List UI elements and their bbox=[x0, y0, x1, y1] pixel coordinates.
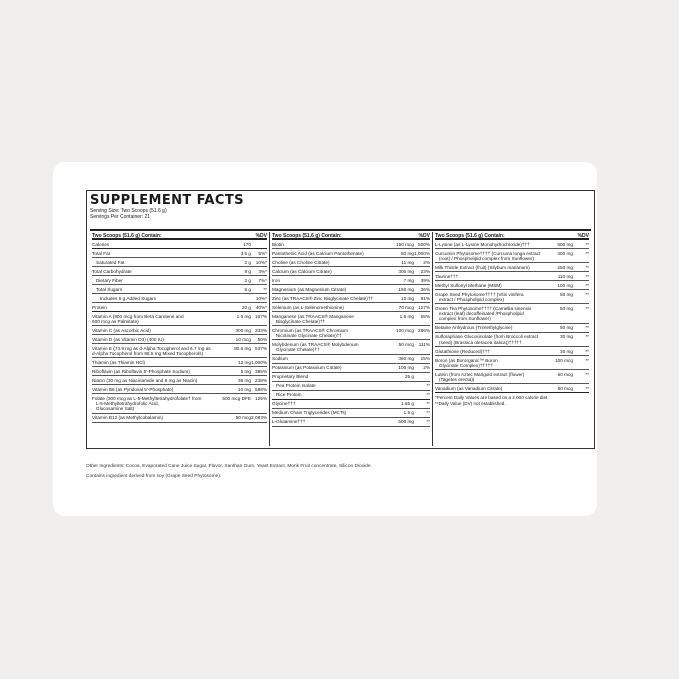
nutrient-dv: 15% bbox=[420, 356, 430, 362]
nutrient-name: Biotin bbox=[272, 241, 284, 247]
nutrient-dv: 333% bbox=[255, 327, 267, 333]
nutrient-row bbox=[272, 249, 430, 258]
nutrient-amount: 400 mg bbox=[557, 250, 573, 256]
nutrient-row bbox=[272, 294, 430, 303]
nutrient-name: Sodium bbox=[272, 356, 288, 362]
nutrient-row bbox=[272, 382, 430, 391]
nutrient-name: Pantothenic Acid (as Calcium Pantothenate) bbox=[272, 250, 364, 256]
nutrient-row bbox=[435, 333, 589, 347]
nutrient-dv: 3%* bbox=[258, 268, 267, 274]
nutrient-amount: 100 mcg bbox=[555, 357, 573, 363]
nutrient-name: Proprietary Blend bbox=[272, 374, 309, 380]
nutrient-name: Boron (as Bororganic™ Boron Glycinate Complex)††††† bbox=[435, 357, 498, 368]
nutrient-row bbox=[92, 312, 267, 326]
nutrient-row bbox=[435, 347, 589, 356]
nutrient-name: Vitamin D (as Vitamin D3) (400 IU) bbox=[92, 336, 164, 342]
nutrient-rows bbox=[272, 240, 430, 427]
nutrient-name: Glycine††† bbox=[272, 401, 296, 407]
nutrient-row bbox=[435, 356, 589, 370]
nutrient-dv: 500% bbox=[418, 241, 430, 247]
column-dv-label: %DV bbox=[577, 233, 589, 239]
nutrient-amount: 300 mg bbox=[398, 268, 414, 274]
nutrient-name: Niacin (30 mg as Niacinamide and 8 mg as Niacin) bbox=[92, 377, 198, 383]
nutrient-row bbox=[272, 312, 430, 326]
nutrient-row bbox=[272, 267, 430, 276]
nutrient-name: Vanadium (as Vanadium Citrate) bbox=[435, 385, 503, 391]
column-header bbox=[435, 232, 589, 240]
nutrient-row bbox=[92, 258, 267, 267]
nutrient-name: Taurine††† bbox=[435, 273, 459, 279]
nutrient-amount: 150 mg bbox=[398, 286, 414, 292]
nutrient-dv: 50% bbox=[257, 336, 267, 342]
nutrient-name: Dietary Fiber bbox=[96, 277, 123, 283]
nutrient-dv: 10%* bbox=[255, 295, 267, 301]
nutrient-name: Glutathione (Reduced)††† bbox=[435, 348, 490, 354]
nutrient-amount: 38 mg bbox=[237, 377, 251, 383]
nutrient-dv: ** bbox=[585, 334, 589, 340]
nutrient-dv: 2,083% bbox=[251, 415, 267, 421]
nutrient-dv: 65% bbox=[420, 313, 430, 319]
serving-size: Serving Size: Two Scoops (51.6 g) bbox=[90, 208, 167, 214]
nutrient-row bbox=[435, 272, 589, 281]
nutrient-name: Rice Protein bbox=[276, 392, 302, 398]
column-dv-label: %DV bbox=[418, 233, 430, 239]
nutrient-amount: 50 mg bbox=[559, 291, 573, 297]
column-header-label: Two Scoops (51.6 g) Contain: bbox=[272, 233, 342, 239]
nutrient-row bbox=[92, 267, 267, 276]
nutrient-name: Magnesium (as Magnesium Citrate) bbox=[272, 286, 347, 292]
allergen-note: Contains ingredient derived from soy (Grape Seed Phytosome). bbox=[86, 474, 222, 479]
facts-column-3 bbox=[432, 232, 591, 446]
label-card bbox=[53, 162, 597, 516]
nutrient-name: Vitamin A (900 mcg from Beta Carotene and 600 mcg as Palmitate) bbox=[92, 313, 184, 324]
column-header-label: Two Scoops (51.6 g) Contain: bbox=[435, 233, 505, 239]
nutrient-row bbox=[92, 285, 267, 294]
nutrient-row bbox=[92, 249, 267, 258]
nutrient-name: Calories bbox=[92, 241, 110, 247]
nutrient-row bbox=[435, 240, 589, 249]
other-ingredients: Other Ingredients: Cocoa, Evaporated Cane Juice Sugar, Flavor, Xanthan Gum, Yeast Extract, Monk Fruit concentrate, Silicon Dioxide. bbox=[86, 464, 372, 469]
nutrient-amount: 100 mg bbox=[398, 365, 414, 371]
nutrient-name: Vitamin C (as Ascorbic Acid) bbox=[92, 327, 151, 333]
nutrient-row bbox=[92, 376, 267, 385]
nutrient-dv: 1,000% bbox=[251, 359, 267, 365]
nutrient-dv: 39% bbox=[420, 277, 430, 283]
nutrient-name: Sulforaphane Glucosinolate (from Broccoli extract (seed) (Brassica oleracea italica))††††† bbox=[435, 334, 539, 345]
nutrient-dv: 40%* bbox=[255, 304, 267, 310]
footnotes bbox=[435, 393, 589, 407]
nutrient-amount: 500 mg bbox=[398, 419, 414, 425]
nutrient-row bbox=[92, 367, 267, 376]
column-dv-label: %DV bbox=[255, 233, 267, 239]
nutrient-dv: ** bbox=[426, 419, 430, 425]
nutrient-row bbox=[272, 418, 430, 427]
nutrient-amount: 100 mcg bbox=[396, 327, 414, 333]
nutrient-row bbox=[435, 281, 589, 290]
nutrient-dv: ** bbox=[585, 348, 589, 354]
nutrient-amount: 30 mg bbox=[559, 348, 573, 354]
nutrient-row bbox=[272, 326, 430, 340]
nutrient-dv: 385% bbox=[255, 368, 267, 374]
facts-columns bbox=[90, 232, 591, 446]
nutrient-amount: 50 mg bbox=[559, 305, 573, 311]
nutrient-amount: 25 g bbox=[404, 374, 414, 380]
nutrient-name: Chromium (as TRAACS® Chromium Nicotinate Glycinate Chelate)†† bbox=[272, 327, 349, 338]
nutrient-amount: 50 mcg bbox=[557, 385, 573, 391]
nutrient-row bbox=[435, 370, 589, 384]
nutrient-row bbox=[435, 384, 589, 393]
nutrient-row bbox=[435, 263, 589, 272]
nutrient-row bbox=[272, 409, 430, 418]
nutrient-row bbox=[92, 358, 267, 367]
nutrient-dv: 10%* bbox=[255, 259, 267, 265]
nutrient-name: Folate (300 mcg as L-5-Methyltetrahydrofolate† from L-5-Methyltetrahydrofolic Acid, Glucosamine Salt) bbox=[92, 395, 202, 412]
nutrient-row bbox=[92, 303, 267, 312]
nutrient-amount: 5 mg bbox=[240, 368, 251, 374]
nutrient-amount: 1.5 mg bbox=[236, 313, 251, 319]
nutrient-dv: ** bbox=[585, 357, 589, 363]
nutrient-rows bbox=[435, 240, 589, 393]
nutrient-name: Pea Protein Isolate bbox=[276, 383, 316, 389]
nutrient-amount: 50 mg bbox=[400, 250, 414, 256]
nutrient-dv: 537% bbox=[255, 345, 267, 351]
nutrient-dv: 5%* bbox=[258, 250, 267, 256]
facts-column-1 bbox=[90, 232, 269, 446]
nutrient-name: Methyl Sulfonyl Methane (MSM) bbox=[435, 282, 502, 288]
nutrient-amount: 170 bbox=[243, 241, 251, 247]
nutrient-name: Grape Seed Phytosome†††† (Vitis vinifera extract / Phospholipid complex) bbox=[435, 291, 524, 302]
nutrient-name: Includes 5 g Added Sugars bbox=[100, 295, 157, 301]
nutrient-dv: ** bbox=[585, 291, 589, 297]
nutrient-dv: ** bbox=[585, 371, 589, 377]
nutrient-name: Saturated Fat bbox=[96, 259, 125, 265]
column-header-label: Two Scoops (51.6 g) Contain: bbox=[92, 233, 162, 239]
nutrient-row bbox=[272, 240, 430, 249]
nutrient-row bbox=[272, 364, 430, 373]
nutrient-name: Total Carbohydrate bbox=[92, 268, 132, 274]
nutrient-dv: ** bbox=[585, 385, 589, 391]
nutrient-name: Betaine Anhydrous (Trimethylglycine) bbox=[435, 325, 513, 331]
nutrient-dv: 127% bbox=[418, 304, 430, 310]
nutrient-amount: 1.65 g bbox=[400, 401, 414, 407]
nutrient-row bbox=[435, 290, 589, 304]
nutrient-name: Vitamin E (73.9 mg as d-Alpha Tocopherol and 6.7 mg as d-Alpha Tocopherol from 98.5 mg Mixed Tocopherols) bbox=[92, 345, 211, 356]
nutrient-dv: 167% bbox=[255, 313, 267, 319]
nutrient-dv: 36% bbox=[420, 286, 430, 292]
nutrient-row bbox=[272, 258, 430, 267]
nutrient-name: Potassium (as Potassium Citrate) bbox=[272, 365, 342, 371]
nutrient-row bbox=[272, 373, 430, 382]
nutrient-row bbox=[435, 324, 589, 333]
nutrient-amount: 10 mcg bbox=[235, 336, 251, 342]
nutrient-amount: 30 mg bbox=[559, 334, 573, 340]
nutrient-dv: ** bbox=[585, 305, 589, 311]
nutrient-amount: 300 mg bbox=[235, 327, 251, 333]
nutrient-amount: 5 g bbox=[244, 286, 251, 292]
nutrient-name: Vitamin B6 (as Pyridoxal 5'-Phosphate) bbox=[92, 386, 174, 392]
nutrient-amount: 10 mg bbox=[400, 295, 414, 301]
column-header bbox=[272, 232, 430, 240]
panel-title: SUPPLEMENT FACTS bbox=[90, 192, 244, 209]
nutrient-row bbox=[272, 391, 430, 400]
nutrient-dv: ** bbox=[585, 273, 589, 279]
nutrient-dv: ** bbox=[426, 410, 430, 416]
nutrient-row bbox=[92, 240, 267, 249]
nutrient-amount: 2 g bbox=[244, 259, 251, 265]
nutrient-row bbox=[92, 326, 267, 335]
nutrient-row bbox=[92, 414, 267, 423]
servings-per-container: Servings Per Container: 21 bbox=[90, 214, 151, 220]
nutrient-dv: 2% bbox=[423, 365, 430, 371]
nutrient-name: Vitamin B12 (as Methylcobalamin) bbox=[92, 415, 164, 421]
nutrient-dv: 238% bbox=[255, 377, 267, 383]
nutrient-amount: 50 mg bbox=[559, 325, 573, 331]
nutrient-dv: 2% bbox=[423, 259, 430, 265]
nutrient-name: Riboflavin (as Riboflavin 5'-Phosphate Sodium) bbox=[92, 368, 190, 374]
nutrient-dv: 1,000% bbox=[414, 250, 430, 256]
footnote-dv-not-established: **Daily Value (DV) not established. bbox=[435, 401, 506, 407]
nutrient-amount: 60 mcg bbox=[557, 371, 573, 377]
nutrient-name: Lutein (from Aztec Marigold extract (flower) (Tagetes erecta)) bbox=[435, 371, 525, 382]
nutrient-dv: 588% bbox=[255, 386, 267, 392]
nutrient-row bbox=[272, 340, 430, 354]
nutrient-name: Medium Chain Triglycerides (MCTs) bbox=[272, 410, 347, 416]
nutrient-dv: ** bbox=[585, 241, 589, 247]
nutrient-dv: 111% bbox=[418, 341, 430, 347]
nutrient-row bbox=[92, 344, 267, 358]
nutrient-row bbox=[272, 276, 430, 285]
nutrient-row bbox=[92, 385, 267, 394]
nutrient-amount: 7 mg bbox=[403, 277, 414, 283]
nutrient-dv: 91% bbox=[420, 295, 430, 301]
nutrient-name: Manganese (as TRAACS® Manganese Bisglycinate Chelate)†† bbox=[272, 313, 354, 324]
nutrient-dv: ** bbox=[585, 264, 589, 270]
nutrient-amount: 80.6 mg bbox=[234, 345, 251, 351]
nutrient-row bbox=[435, 249, 589, 263]
nutrient-name: Zinc (as TRAACS® Zinc Bisglycinate Chelate)†† bbox=[272, 295, 374, 301]
nutrient-amount: 50 mcg bbox=[398, 341, 414, 347]
nutrient-amount: 70 mcg bbox=[398, 304, 414, 310]
nutrient-row bbox=[272, 400, 430, 409]
supplement-facts-panel bbox=[86, 190, 595, 449]
nutrient-row bbox=[435, 304, 589, 323]
nutrient-amount: 3.5 g bbox=[240, 250, 251, 256]
nutrient-name: L-Glutamine††† bbox=[272, 419, 306, 425]
nutrient-dv: 286% bbox=[418, 327, 430, 333]
nutrient-dv: 125% bbox=[255, 395, 267, 401]
nutrient-dv: 23% bbox=[420, 268, 430, 274]
nutrient-row bbox=[272, 285, 430, 294]
nutrient-amount: 2 g bbox=[244, 277, 251, 283]
label-notes bbox=[86, 462, 372, 482]
nutrient-name: Protein bbox=[92, 304, 107, 310]
nutrient-name: Molybdenum (as TRAACS® Molybdenum Glycinate Chelate)†† bbox=[272, 341, 359, 353]
nutrient-name: Curcumin Phytosome†††† (Curcuma longa extract (root) / Phospholipid complex from Sunflower) bbox=[435, 250, 541, 261]
nutrient-name: Choline (as Choline Citrate) bbox=[272, 259, 330, 265]
nutrient-row bbox=[272, 303, 430, 312]
nutrient-amount: 500 mg bbox=[557, 241, 573, 247]
nutrient-amount: 50 mcg bbox=[235, 415, 251, 421]
nutrient-dv: ** bbox=[426, 383, 430, 389]
nutrient-amount: 10 mg bbox=[237, 386, 251, 392]
nutrient-name: Total Sugars bbox=[96, 286, 123, 292]
nutrient-row bbox=[92, 276, 267, 285]
nutrient-amount: 1.5 g bbox=[403, 410, 414, 416]
nutrient-rows bbox=[92, 240, 267, 423]
facts-column-2 bbox=[269, 232, 432, 446]
nutrient-name: L-Lysine (as L-Lysine Monohydrochloride)††† bbox=[435, 241, 530, 247]
nutrient-name: Thiamin (as Thiamin HCl) bbox=[92, 359, 146, 365]
nutrient-dv: ** bbox=[263, 286, 267, 292]
nutrient-amount: 110 mg bbox=[557, 273, 573, 279]
nutrient-name: Iron bbox=[272, 277, 281, 283]
nutrient-amount: 20 g bbox=[241, 304, 251, 310]
nutrient-amount: 100 mg bbox=[557, 282, 573, 288]
nutrient-amount: 360 mg bbox=[398, 356, 414, 362]
nutrient-dv: ** bbox=[426, 392, 430, 398]
nutrient-amount: 150 mcg bbox=[396, 241, 414, 247]
nutrient-row bbox=[92, 394, 267, 413]
nutrient-amount: 9 g bbox=[244, 268, 251, 274]
nutrient-amount: 12 mg bbox=[237, 359, 251, 365]
nutrient-amount: 250 mg bbox=[557, 264, 573, 270]
nutrient-name: Selenium (as L-Selenomethionine) bbox=[272, 304, 344, 310]
nutrient-name: Total Fat bbox=[92, 250, 110, 256]
nutrient-dv: 7%* bbox=[258, 277, 267, 283]
nutrient-name: Green Tea Phytosome†††† (Camellia sinensis extract (leaf) decaffeinated /Phospholipid complex from Sunflower) bbox=[435, 305, 532, 322]
column-header bbox=[92, 232, 267, 240]
nutrient-name: Calcium (as Calcium Citrate) bbox=[272, 268, 332, 274]
nutrient-row bbox=[92, 335, 267, 344]
nutrient-dv: ** bbox=[426, 401, 430, 407]
nutrient-amount: 11 mg bbox=[401, 259, 414, 265]
nutrient-amount: 1.5 mg bbox=[399, 313, 414, 319]
nutrient-row bbox=[92, 294, 267, 303]
footnote-dv-basis: *Percent Daily Values are based on a 2,000 calorie diet. bbox=[435, 395, 549, 401]
nutrient-dv: ** bbox=[585, 250, 589, 256]
header-divider bbox=[90, 229, 591, 231]
nutrient-dv: ** bbox=[585, 282, 589, 288]
nutrient-amount: 500 mcg DFE bbox=[222, 395, 251, 401]
nutrient-name: Milk Thistle Extract (fruit) (Silybum marianum) bbox=[435, 264, 530, 270]
nutrient-row bbox=[272, 355, 430, 364]
nutrient-dv: ** bbox=[585, 325, 589, 331]
